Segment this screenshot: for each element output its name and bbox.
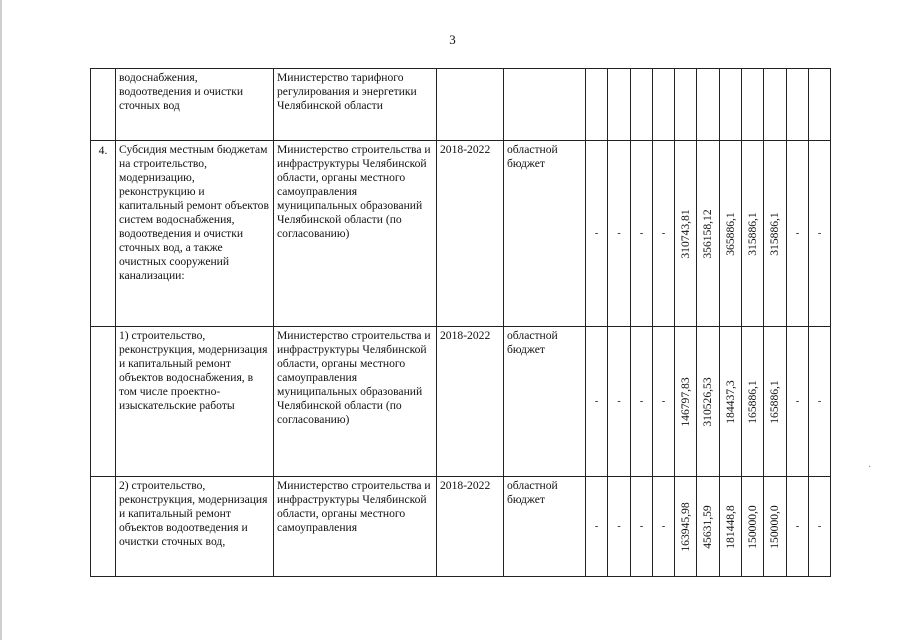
value-text: - [661,520,666,532]
funding-source: областной бюджет [504,141,586,327]
value-cell [697,327,720,477]
value-cell [608,141,631,327]
period: 2018-2022 [437,477,504,577]
value-cell [608,477,631,577]
value-cell [631,69,653,141]
value-text: - [817,520,822,532]
value-text: - [817,227,822,239]
value-cell [720,477,742,577]
value-text: - [594,520,599,532]
value-cell [586,327,608,477]
value-cell [697,69,720,141]
value-text: - [639,395,644,407]
measure-name: водоснабжения, водоотведения и очистки сточных вод [116,69,274,141]
row-number [91,69,116,141]
value-cell [586,141,608,327]
value-cell [675,69,697,141]
row-number [91,327,116,477]
value-cell [764,141,787,327]
period: 2018-2022 [437,327,504,477]
value-cell [720,69,742,141]
value-cell [675,327,697,477]
table-row [91,141,831,327]
funding-source [504,69,586,141]
value-text: - [617,227,621,239]
row-number [91,477,116,577]
value-text: - [594,227,599,239]
executor: Министерство строительства и инфраструктуры Челябинской области, органы местного самоуправления муниципальных образований Челябинской области (по согласованию) [274,327,437,477]
value-text: - [617,520,621,532]
value-cell [764,477,787,577]
scan-edge [0,0,2,640]
value-cell [764,327,787,477]
value-cell [809,141,831,327]
value-text: 45631,59 [701,504,714,549]
program-table [90,68,831,577]
value-cell [742,69,764,141]
funding-source: областной бюджет [504,327,586,477]
value-cell [653,69,675,141]
measure-name: 1) строительство, реконструкция, модернизация и капитальный ремонт объектов водоснабжения, в том числе проектно-изыскательские работы [116,327,274,477]
table-body [91,69,831,577]
value-cell [720,141,742,327]
value-cell [720,327,742,477]
value-text: - [639,227,644,239]
value-cell [809,69,831,141]
value-text: 310743,81 [678,208,692,259]
value-text: 365886,1 [723,211,737,256]
value-text: - [661,227,666,239]
value-cell [631,327,653,477]
value-cell [787,69,809,141]
value-cell [675,141,697,327]
value-text: 163945,98 [678,501,692,552]
value-cell [742,327,764,477]
value-text: 356158,12 [701,208,714,259]
value-text: - [795,395,800,407]
value-cell [586,477,608,577]
table-row [91,477,831,577]
value-text: 165886,1 [768,379,781,424]
value-cell [697,477,720,577]
value-cell [697,141,720,327]
measure-name: 2) строительство, реконструкция, модернизация и капитальный ремонт объектов водоотведения и очистки сточных вод, [116,477,274,577]
value-cell [653,327,675,477]
value-cell [631,477,653,577]
table-row [91,69,831,141]
value-text: - [617,395,621,407]
value-cell [787,327,809,477]
value-cell [809,327,831,477]
value-text: 181448,8 [723,504,737,549]
measure-name: Субсидия местным бюджетам на строительство, модернизацию, реконструкцию и капитальный ремонт объектов систем водоснабжения, водоотведения и очистки сточных вод, а также очистных сооружений канализации: [116,141,274,327]
executor: Министерство строительства и инфраструктуры Челябинской области, органы местного самоуправления муниципальных образований Челябинской области (по согласованию) [274,141,437,327]
value-cell [586,69,608,141]
value-cell [742,477,764,577]
value-text: - [594,395,599,407]
value-cell [631,141,653,327]
value-text: 315886,1 [768,211,781,256]
period [437,69,504,141]
value-cell [608,69,631,141]
value-cell [787,141,809,327]
executor: Министерство тарифного регулирования и энергетики Челябинской области [274,69,437,141]
row-number: 4. [91,141,116,327]
value-text: 150000,0 [768,504,781,549]
value-text: 315886,1 [745,211,759,256]
value-text: - [661,395,666,407]
value-text: - [817,395,822,407]
value-cell [809,477,831,577]
funding-source: областной бюджет [504,477,586,577]
value-text: 165886,1 [745,379,759,424]
page-number: 3 [449,32,456,47]
table-row [91,327,831,477]
value-cell [653,141,675,327]
value-cell [787,477,809,577]
value-text: 184437,3 [723,379,737,424]
value-text: 310526,53 [701,376,714,427]
value-cell [653,477,675,577]
value-text: - [795,227,800,239]
value-cell [675,477,697,577]
executor: Министерство строительства и инфраструктуры Челябинской области, органы местного самоуправления [274,477,437,577]
period: 2018-2022 [437,141,504,327]
scan-speck: · [868,462,872,473]
value-text: 150000,0 [745,504,759,549]
value-cell [764,69,787,141]
value-cell [608,327,631,477]
value-text: - [639,520,644,532]
value-text: - [795,520,800,532]
value-cell [742,141,764,327]
value-text: 146797,83 [678,376,692,427]
